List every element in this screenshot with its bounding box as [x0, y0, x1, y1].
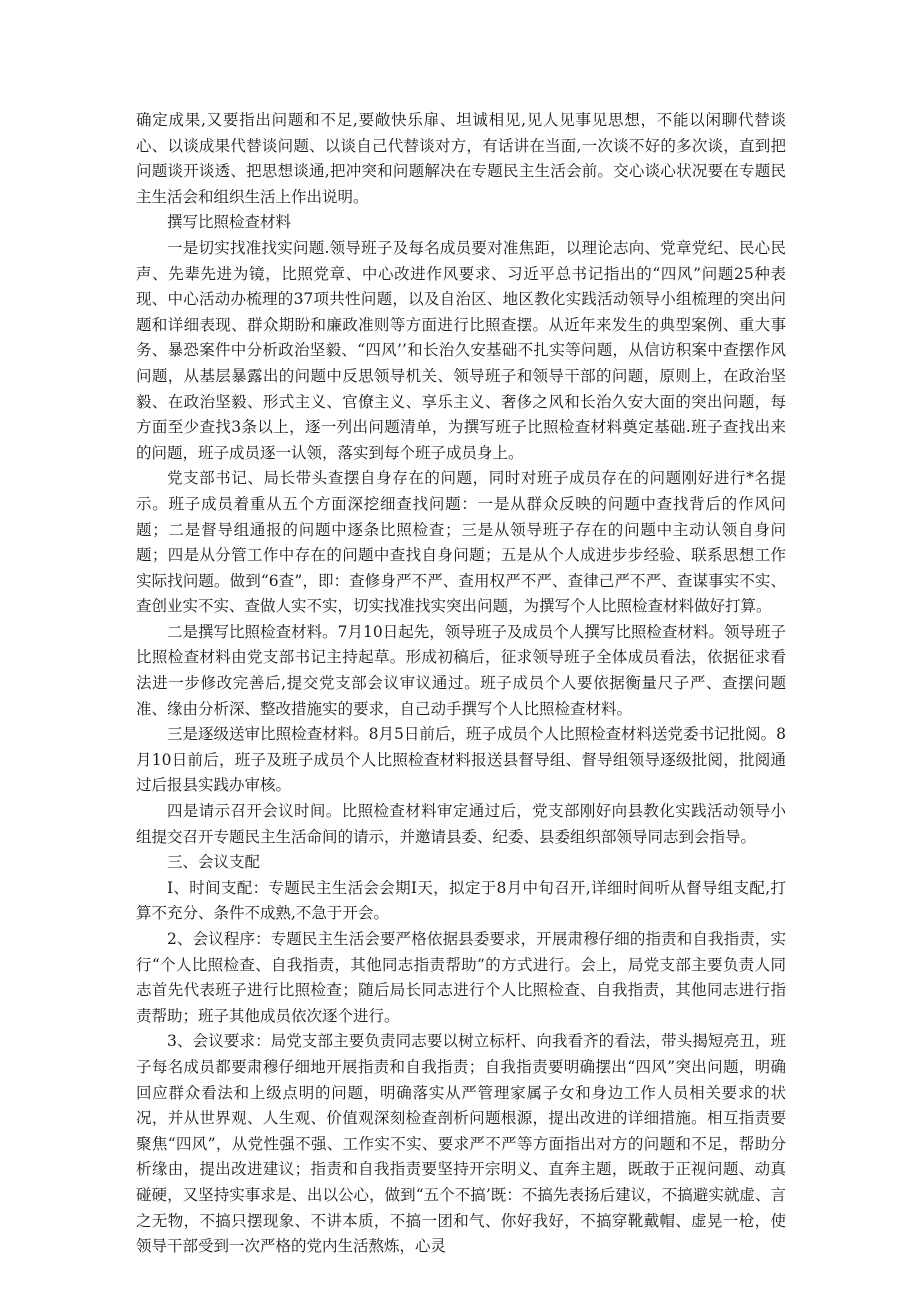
- paragraph-request-meeting: 四是请示召开会议时间。比照检查材料审定通过后，党支部刚好向县教化实践活动领导小组提交召开专题民主生活命间的请示，并邀请县委、纪委、县委组织部领导同志到会指导。: [136, 802, 786, 846]
- paragraph-secretary-lead: 党支部书记、局长带头查摆自身存在的问题，同时对班子成员存在的问题刚好进行*名提示。班子成员着重从五个方面深挖细查找问题：一是从群众反映的问题中查找背后的作风问题；二是督导组通报的问题中逐条比照检查；三是从领导班子存在的问题中主动认领自身问题；四是从分管工作中存在的问题中查找自身问题；五是从个人成进步步经验、联系思想工作实际找问题。做到“6查”，即：查修身严不严、查用权严不严、查律己严不严、查谋事实不实、查创业实不实、查做人实不实，切实找准找实突出问题，为撰写个人比照检查材料做好打算。: [136, 469, 786, 616]
- section-heading-meeting-arrangement: 三、会议支配: [167, 853, 261, 872]
- paragraph-write-materials: 二是撰写比照检查材料。7月10日起先，领导班子及成员个人撰写比照检查材料。领导班子比照检查材料由党支部书记主持起草。形成初稿后，征求领导班子全体成员看法，依据征求看法进一步修改完善后,提交党支部会议审议通过。班子成员个人要依据衡量尺子严、查摆问题准、缘由分析深、整改措施实的要求，自己动手撰写个人比照检查材料。: [136, 622, 786, 718]
- paragraph-meeting-requirements: 3、会议要求：局党支部主要负责同志要以树立标杆、向我看齐的看法，带头揭短亮丑，班子每名成员都要肃穆仔细地开展指责和自我指责；自我指责要明确摆出“四风”突出问题，明确回应群众看法和上级点明的问题，明确落实从严管理家属子女和身边工作人员相关要求的状况，并从世界观、人生观、价值观深刻检查剖析问题根源，提出改进的详细措施。相互指责要聚焦“四风”，从党性强不强、工作实不实、要求严不严等方面指出对方的问题和不足，帮助分析缘由，提出改进建议；指责和自我指责要坚持开宗明义、直奔主题，既敢于正视问题、动真碰硬，又坚持实事求是、出以公心，做到“五个不搞’既：不搞先表扬后建议，不搞避实就虚、言之无物，不搞只摆现象、不讲本质，不搞一团和气、你好我好，不搞穿靴戴帽、虚晃一枪，使领导干部受到一次严格的党内生活熬炼，心灵: [136, 1032, 786, 1256]
- document-page: [136, 108, 786, 1260]
- paragraph-find-problems: 一是切实找准找实问题.领导班子及每名成员要对准焦距，以理论志向、党章党纪、民心民声、先辈先进为镜，比照党章、中心改进作风要求、习近平总书记指出的“四风”问题25种表现、中心活动办梳理的37项共性问题，以及自治区、地区教化实践活动领导小组梳理的突出问题和详细表现、群众期盼和廉政准则等方面进行比照查摆。从近年来发生的典型案例、重大事务、暴恐案件中分析政治坚毅、“四风’’和长治久安基础不扎实等问题，从信访积案中查摆作风问题，从基层暴露出的问题中反思领导机关、领导班子和领导干部的问题，原则上，在政治坚毅、在政治坚毅、形式主义、官僚主义、享乐主义、奢侈之风和长治久安大面的突出问题，每方面至少查找3条以上，逐一列出问题清单，为撰写班子比照检查材料奠定基础.班子查找出来的问题，班子成员逐一认领，落实到每个班子成员身上。: [136, 238, 786, 462]
- paragraph-submit-review: 三是逐级送审比照检查材料。8月5日前后，班子成员个人比照检查材料送党委书记批阅。8月10日前后，班子及班子成员个人比照检查材料报送县督导组、督导组领导逐级批阅，批阅通过后报县实践办审核。: [136, 725, 786, 795]
- section-heading-comparison-materials: 撰写比照检查材料: [167, 213, 292, 232]
- paragraph-meeting-procedure: 2、会议程序：专题民主生活会要严格依据县委要求，开展肃穆仔细的指责和自我指责，实行“个人比照检查、自我指责，其他同志指责帮助”的方式进行。会上，局党支部主要负责人同志首先代表班子进行比照检查；随后局长同志进行个人比照检查、自我指责，其他同志进行指责帮助；班子其他成员依次逐个进行。: [136, 930, 786, 1025]
- paragraph-intro-continued: 确定成果,又要指出问题和不足,要敞快乐扉、坦诚相见,见人见事见思想，不能以闲聊代替谈心、以谈成果代替谈问题、以谈自己代替谈对方，有话讲在当面,一次谈不好的多次谈，直到把问题谈开谈透、把思想谈通,把冲突和问题解决在专题民主生活会前。交心谈心状况要在专题民主生活会和组织生活上作出说明。: [136, 111, 786, 206]
- paragraph-time-arrangement: I、时间支配：专题民主生活会会期I天，拟定于8月中旬召开,详细时间听从督导组支配,打算不充分、条件不成熟,不急于开会。: [136, 878, 786, 923]
